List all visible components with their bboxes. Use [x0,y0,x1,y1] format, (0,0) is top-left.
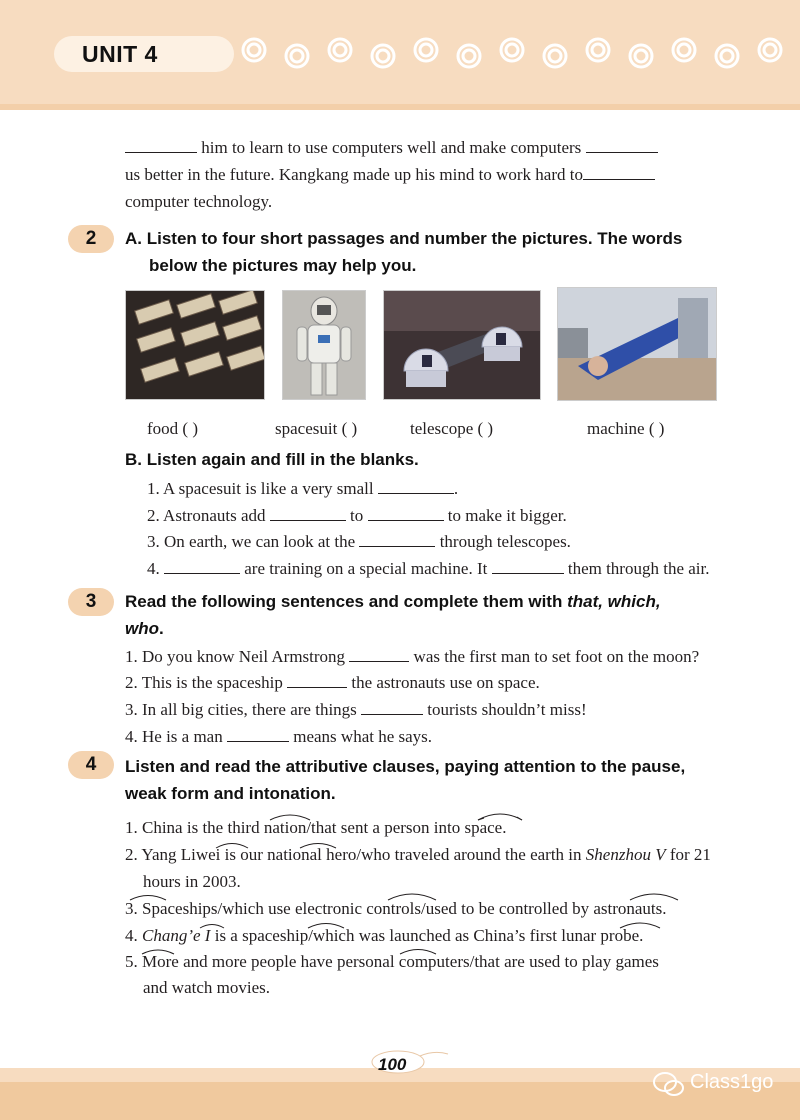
intro-line-2 [125,165,655,185]
blank [125,138,197,153]
b3-text-b: through telescopes. [439,532,571,551]
section-number-3: 3 [68,588,114,616]
b1-text: 1. A spacesuit is like a very small [147,479,374,498]
section-2b-title: B. Listen again and fill in the blanks. [125,450,419,469]
blank [583,165,655,180]
intro-text-1: him to learn to use computers well and make computers [201,138,582,157]
chat-bubble-icon [652,1070,686,1100]
s4-sentence-5-cont: and watch movies. [143,978,270,997]
label-spacesuit: spacesuit ( ) [275,419,358,438]
watermark-text: Class1go [690,1071,774,1093]
blank [586,138,658,153]
b-item-4 [147,559,709,579]
s3-item-3 [125,700,587,720]
b-item-1: 1. A spacesuit is like a very small . [147,479,459,498]
section-number-2: 2 [68,225,114,253]
intro-line-1 [125,138,658,158]
section-3-title-words: that, which, [567,592,661,611]
s4-2-b: for 21 [665,845,711,864]
section-4-title-1: Listen and read the attributive clauses, paying attention to the pause, [125,757,686,776]
s4-sentence-1: 1. China is the third nation/that sent a person into space. [125,818,507,837]
b2-text-b: to [350,506,364,525]
section-3-title-2: who. [125,619,164,638]
b2-text-c: to make it bigger. [447,506,567,525]
section-number-4: 4 [68,751,114,779]
label-machine: machine ( ) [587,419,665,438]
linking-marks [120,806,740,996]
blank [368,506,444,521]
section-2a-title-2: below the pictures may help you. [149,256,417,275]
page-number: 100 [378,1055,407,1074]
spacesuit-photo [282,290,366,400]
telescope-photo [383,290,541,400]
s3-item-1-a: 1. Do you know Neil Armstrong [125,647,346,666]
decorative-circles [240,34,800,74]
s4-4-b: is a spaceship/which was launched as China’s first lunar probe. [210,926,644,945]
s3-item-2-a: 2. This is the spaceship [125,673,283,692]
s4-sentence-2-cont: hours in 2003. [143,872,241,891]
machine-photo [557,287,717,401]
b-item-2 [147,506,567,526]
unit-title: UNIT 4 [82,41,158,67]
s4-sentence-5: 5. More and more people have personal computers/that are used to play games [125,952,659,971]
intro-line-3: computer technology. [125,192,273,211]
s3-item-2 [125,673,540,693]
blank [270,506,346,521]
b4-text-b: are training on a special machine. It [244,559,488,578]
s3-item-1-b: was the first man to set foot on the moon? [413,647,700,666]
intro-text-2: us better in the future. Kangkang made up his mind to work hard to [125,165,583,184]
b2-text-a: 2. Astronauts add [147,506,266,525]
s3-item-3-a: 3. In all big cities, there are things [125,700,357,719]
blank [492,559,564,574]
blank [359,532,435,547]
s4-4-em: Chang’e I [142,926,211,945]
section-3-title-who: who [125,619,159,638]
s4-sentence-3: 3. Spaceships/which use electronic controls/used to be controlled by astronauts. [125,899,667,918]
blank [287,673,347,688]
label-food: food ( ) [147,419,198,438]
blank [349,647,409,662]
s4-4-a: 4. [125,926,142,945]
blank [361,700,423,715]
s4-2-a: 2. Yang Liwei is our national hero/who traveled around the earth in [125,845,586,864]
b-item-3 [147,532,571,552]
s4-2-em: Shenzhou V [585,845,666,864]
label-telescope: telescope ( ) [410,419,494,438]
section-2a-title-1: A. Listen to four short passages and number the pictures. The words [125,229,683,248]
s3-item-3-b: tourists shouldn’t miss! [427,700,587,719]
blank [227,727,289,742]
s3-item-2-b: the astronauts use on space. [351,673,540,692]
food-photo [125,290,265,400]
b4-text-c: them through the air. [567,559,710,578]
blank [378,479,454,494]
blank [164,559,240,574]
b3-text-a: 3. On earth, we can look at the [147,532,356,551]
b4-text-a: 4. [147,559,160,578]
s3-item-4-b: means what he says. [293,727,433,746]
header-strip [0,104,800,110]
s3-item-1 [125,647,699,667]
section-4-title-2: weak form and intonation. [125,784,336,803]
section-3-title-1 [125,592,661,612]
s3-item-4 [125,727,432,747]
section-3-title-text: Read the following sentences and complete them with [125,592,568,611]
s3-item-4-a: 4. He is a man [125,727,223,746]
